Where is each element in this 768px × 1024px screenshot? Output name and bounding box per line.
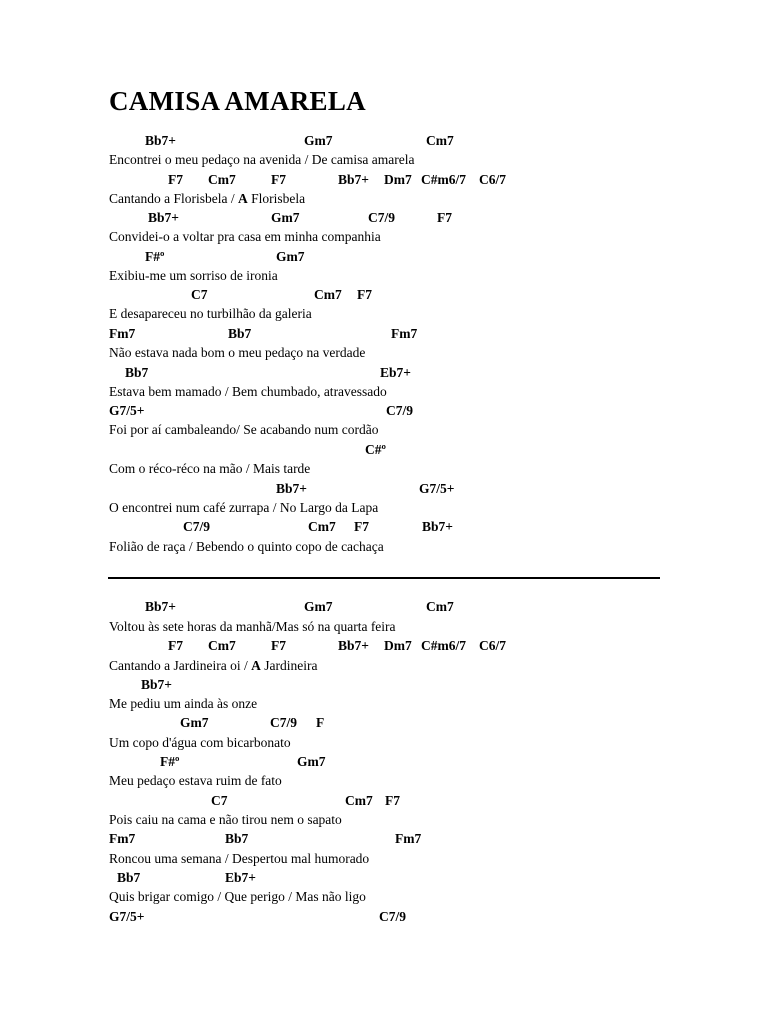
chord: C#º xyxy=(365,442,386,457)
chord: Bb7 xyxy=(228,326,252,341)
chord: C#m6/7 xyxy=(421,638,466,653)
chord: Fm7 xyxy=(109,831,136,846)
section-divider xyxy=(108,577,660,579)
lyric-line: Cantando a Jardineira oi / A Jardineira xyxy=(109,658,318,673)
lyric-line: E desapareceu no turbilhão da galeria xyxy=(109,306,312,321)
chord: F xyxy=(316,715,325,730)
chord: F7 xyxy=(437,210,452,225)
chord: Bb7+ xyxy=(422,519,453,534)
chord: Bb7+ xyxy=(145,599,176,614)
chord: F7 xyxy=(354,519,369,534)
chord: C7/9 xyxy=(386,403,413,418)
chord: Bb7+ xyxy=(338,638,369,653)
chord: F7 xyxy=(168,638,183,653)
lyric-line: Me pediu um ainda às onze xyxy=(109,696,258,711)
chord: Gm7 xyxy=(304,599,333,614)
chord: Bb7+ xyxy=(141,677,172,692)
lyric-line: Convidei-o a voltar pra casa em minha companhia xyxy=(109,229,381,244)
chord: Cm7 xyxy=(208,638,236,653)
lyric-line: Não estava nada bom o meu pedaço na verdade xyxy=(109,345,366,360)
chord: Cm7 xyxy=(426,599,454,614)
lyric-line: Estava bem mamado / Bem chumbado, atravessado xyxy=(109,384,387,399)
lyric-line: Encontrei o meu pedaço na avenida / De camisa amarela xyxy=(109,152,415,167)
chord: Cm7 xyxy=(314,287,342,302)
chord: F#º xyxy=(145,249,165,264)
lyric-line: O encontrei num café zurrapa / No Largo da Lapa xyxy=(109,500,379,515)
chord: G7/5+ xyxy=(109,909,145,924)
chord: C#m6/7 xyxy=(421,172,466,187)
chord: C7 xyxy=(211,793,228,808)
chord: Bb7+ xyxy=(148,210,179,225)
chord: Dm7 xyxy=(384,172,412,187)
lyric-line: Meu pedaço estava ruim de fato xyxy=(109,773,282,788)
lyric-line: Voltou às sete horas da manhã/Mas só na quarta feira xyxy=(109,619,396,634)
chord: Bb7+ xyxy=(338,172,369,187)
chord: F#º xyxy=(160,754,180,769)
chord: Bb7 xyxy=(125,365,149,380)
chord: Eb7+ xyxy=(225,870,256,885)
lyric-line: Foi por aí cambaleando/ Se acabando num cordão xyxy=(109,422,379,437)
lyric-line: Roncou uma semana / Despertou mal humorado xyxy=(109,851,370,866)
chord: C7/9 xyxy=(368,210,395,225)
lyric-line: Cantando a Florisbela / A Florisbela xyxy=(109,191,306,206)
chord: Eb7+ xyxy=(380,365,411,380)
inline-chord: A xyxy=(251,658,261,673)
chord: G7/5+ xyxy=(109,403,145,418)
lyric-line: Folião de raça / Bebendo o quinto copo de cachaça xyxy=(109,539,384,554)
chord: Bb7+ xyxy=(145,133,176,148)
chord: F7 xyxy=(385,793,400,808)
chord: Cm7 xyxy=(345,793,373,808)
chord: C7/9 xyxy=(270,715,297,730)
chord: Fm7 xyxy=(395,831,422,846)
chord: C7/9 xyxy=(379,909,406,924)
chord: Gm7 xyxy=(180,715,209,730)
chord: Cm7 xyxy=(308,519,336,534)
chord: Bb7 xyxy=(225,831,249,846)
lyric-line: Com o réco-réco na mão / Mais tarde xyxy=(109,461,311,476)
chord: Gm7 xyxy=(297,754,326,769)
chord: C7 xyxy=(191,287,208,302)
chord: Gm7 xyxy=(271,210,300,225)
chord: Bb7 xyxy=(117,870,141,885)
lyric-line: Um copo d'água com bicarbonato xyxy=(109,735,291,750)
chord: Cm7 xyxy=(208,172,236,187)
chord: F7 xyxy=(168,172,183,187)
chord: Cm7 xyxy=(426,133,454,148)
lyric-line: Exibiu-me um sorriso de ironia xyxy=(109,268,278,283)
chord: Bb7+ xyxy=(276,481,307,496)
chord: C6/7 xyxy=(479,638,506,653)
chord: Gm7 xyxy=(276,249,305,264)
chord: C7/9 xyxy=(183,519,210,534)
chord: C6/7 xyxy=(479,172,506,187)
lyric-line: Pois caiu na cama e não tirou nem o sapato xyxy=(109,812,342,827)
chord: Fm7 xyxy=(391,326,418,341)
chord: Fm7 xyxy=(109,326,136,341)
lyric-line: Quis brigar comigo / Que perigo / Mas não ligo xyxy=(109,889,366,904)
chord: G7/5+ xyxy=(419,481,455,496)
chord: F7 xyxy=(271,172,286,187)
chord: Gm7 xyxy=(304,133,333,148)
chord: F7 xyxy=(271,638,286,653)
chord: F7 xyxy=(357,287,372,302)
chord: Dm7 xyxy=(384,638,412,653)
song-title: CAMISA AMARELA xyxy=(109,86,366,116)
inline-chord: A xyxy=(237,191,248,206)
